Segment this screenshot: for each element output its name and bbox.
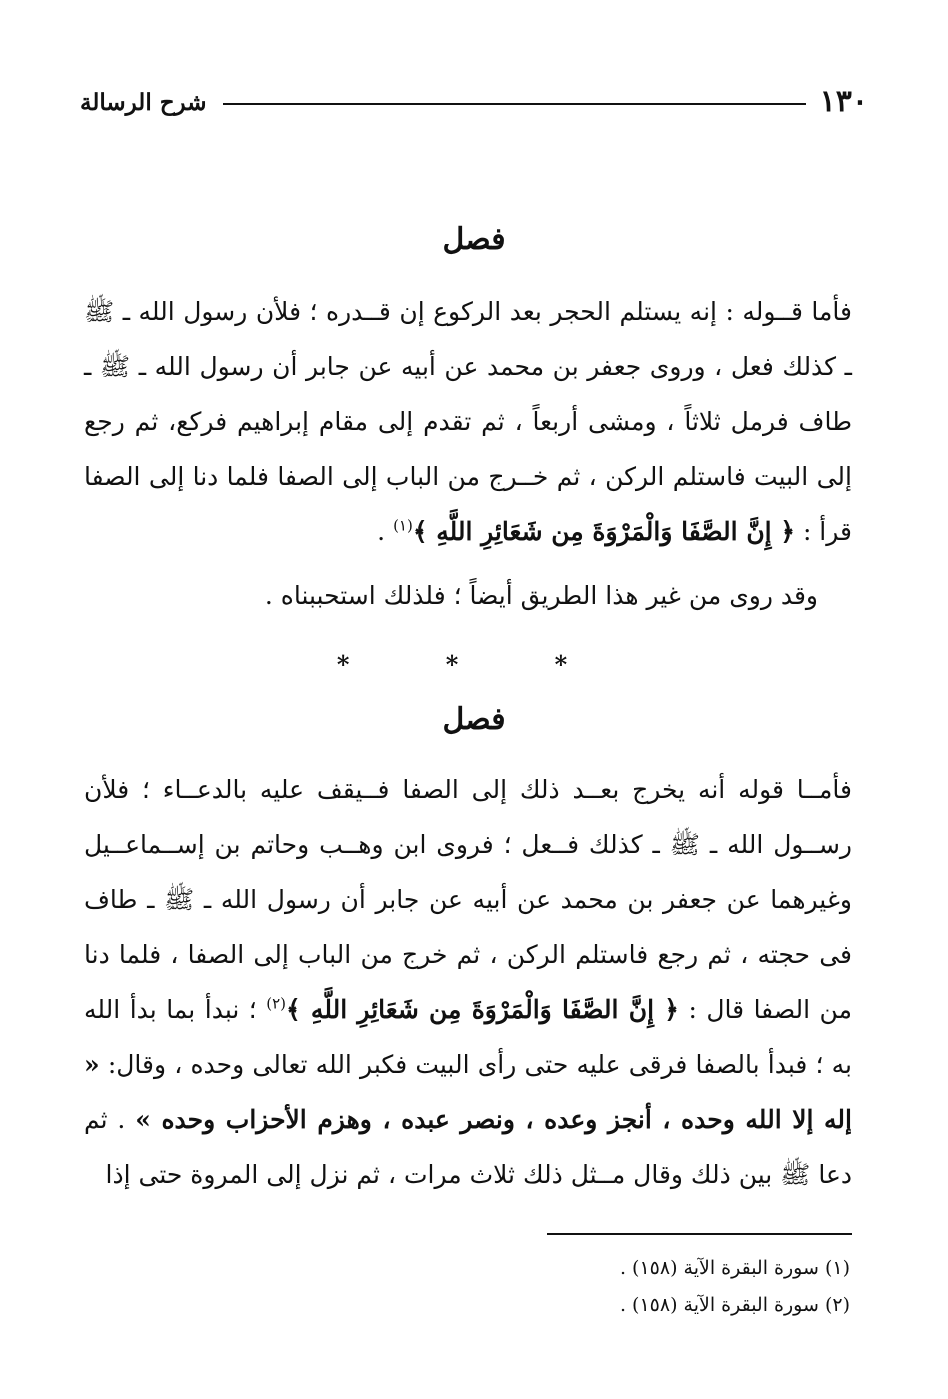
footnote-rule — [547, 1233, 852, 1235]
book-title: شرح الرسالة — [80, 88, 207, 116]
paragraph-end: . — [377, 517, 394, 546]
section-separator: * * * — [336, 650, 612, 679]
paragraph-text: . ثم دعا ﷺ بين ذلك وقال مــثل ذلك ثلاث مرات ، ثم نزل إلى المروة حتى إذا — [84, 1105, 852, 1189]
paragraph — [84, 284, 852, 559]
page-number: ١٣٠ — [819, 84, 868, 119]
header-rule — [223, 103, 806, 105]
footnote: (١) سورة البقرة الآية (١٥٨) . — [619, 1257, 850, 1279]
running-head — [80, 80, 868, 124]
dua-quote: « إله إلا الله وحده ، أنجز وعده ، ونصر عبده ، وهزم الأحزاب وحده » — [84, 1050, 852, 1134]
quran-verse: ﴿ إِنَّ الصَّفَا وَالْمَرْوَةَ مِن شَعَائِرِ اللَّهِ ﴾ — [286, 995, 679, 1024]
section-title: فصل — [442, 702, 506, 737]
paragraph — [84, 568, 852, 623]
section-title: فصل — [442, 222, 506, 257]
paragraph-text: وقد روى من غير هذا الطريق أيضاً ؛ فلذلك استحببناه . — [264, 581, 818, 610]
paragraph-text: فأما قــوله : إنه يستلم الحجر بعد الركوع إن قــدره ؛ فلأن رسول الله ـ ﷺ ـ كذلك فعل ، وروى جعفر بن محمد عن أبيه عن جابر أن رسول الله ـ ﷺ ـ طاف فرمل ثلاثاً ، ومشى أربعاً ، ثم تقدم إلى مقام إبراهيم فركع، ثم رجع إلى البيت فاستلم الركن ، ثم خــرج من الباب إلى الصفا فلما دنا إلى الصفا قرأ : — [84, 297, 852, 546]
quran-verse: ﴿ إِنَّ الصَّفَا وَالْمَرْوَةَ مِن شَعَائِرِ اللَّهِ ﴾ — [412, 517, 795, 546]
paragraph-text: فأمــا قوله أنه يخرج بعــد ذلك إلى الصفا فــيقف عليه بالدعــاء ؛ فلأن رســول الله ـ ﷺ ـ كذلك فــعل ؛ فروى ابن وهــب وحاتم بن إســماعــيل وغيرهما عن جعفر بن محمد عن أبيه عن جابر أن رسول الله ـ ﷺ ـ طاف فى حجته ، ثم رجع فاستلم الركن ، ثم خرج من الباب إلى الصفا ، فلما دنا من الصفا قال : — [84, 775, 852, 1024]
footnote-ref: (٢) — [266, 994, 287, 1013]
paragraph-text: ؛ نبدأ بما بدأ الله به ؛ فبدأ بالصفا فرقى عليه حتى رأى البيت فكبر الله تعالى وحده ، وقال: — [84, 995, 853, 1079]
footnote-ref: (١) — [393, 516, 413, 535]
footnote: (٢) سورة البقرة الآية (١٥٨) . — [619, 1294, 850, 1316]
paragraph — [84, 762, 852, 1202]
